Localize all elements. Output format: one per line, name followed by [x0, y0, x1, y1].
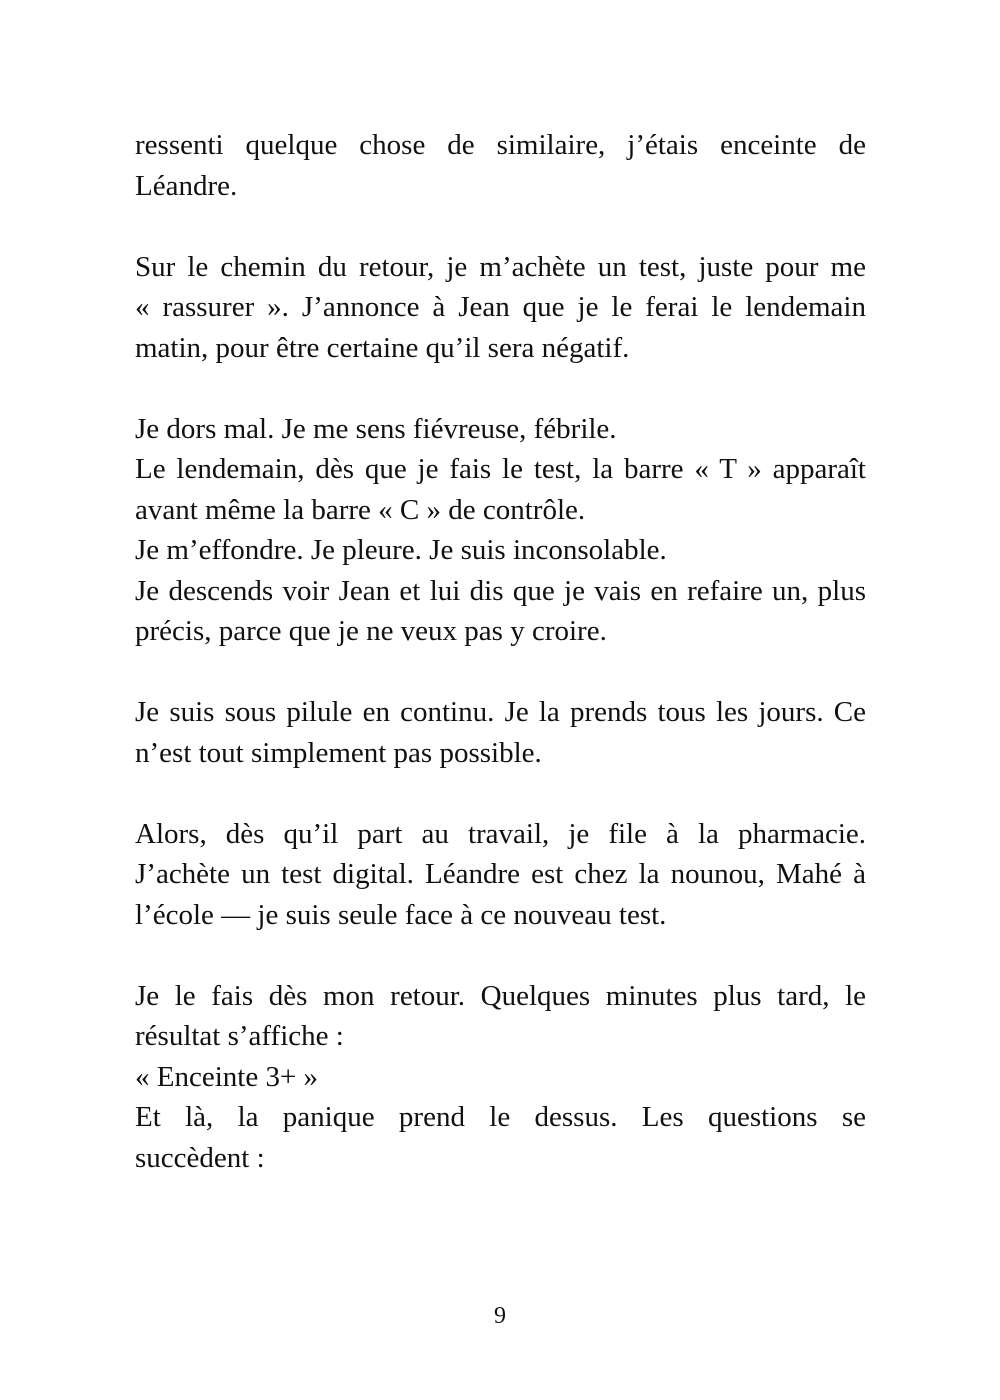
text-line: l’école — je suis seule face à ce nouveau test. [135, 898, 667, 931]
text-line: Je m’effondre. Je pleure. Je suis inconsolable. [135, 534, 667, 566]
text-line: Et là, la panique prend le dessus. Les questions se [135, 1101, 866, 1133]
text-line: Le lendemain, dès que je fais le test, la barre « T » apparaît [135, 453, 866, 485]
paragraph [135, 692, 866, 773]
text-line: résultat s’affiche : [135, 1020, 344, 1052]
paragraph [135, 814, 866, 936]
text-line: Je descends voir Jean et lui dis que je vais en refaire un, plus [135, 574, 866, 607]
page-number: 9 [494, 1303, 506, 1329]
text-line: « rassurer ». J’annonce à Jean que je le ferai le lendemain [135, 291, 866, 323]
page-body [135, 125, 866, 1219]
text-line: Je dors mal. Je me sens fiévreuse, fébrile. [135, 412, 617, 445]
text-line: Alors, dès qu’il part au travail, je file à la pharmacie. [135, 817, 866, 850]
text-line: n’est tout simplement pas possible. [135, 736, 542, 769]
text-line: Léandre. [135, 169, 238, 202]
text-line: Je le fais dès mon retour. Quelques minutes plus tard, le [135, 979, 866, 1012]
text-line: ressenti quelque chose de similaire, j’étais enceinte de [135, 129, 866, 161]
paragraph [135, 125, 866, 206]
text-line: précis, parce que je ne veux pas y croire. [135, 615, 607, 647]
paragraph [135, 247, 866, 369]
paragraph [135, 409, 866, 652]
text-line: matin, pour être certaine qu’il sera négatif. [135, 331, 630, 364]
text-line: « Enceinte 3+ » [135, 1060, 319, 1093]
text-line: avant même la barre « C » de contrôle. [135, 493, 586, 526]
text-line: succèdent : [135, 1141, 265, 1174]
text-line: Je suis sous pilule en continu. Je la prends tous les jours. Ce [135, 696, 866, 728]
text-line: Sur le chemin du retour, je m’achète un test, juste pour me [135, 250, 866, 283]
paragraph [135, 976, 866, 1179]
text-line: J’achète un test digital. Léandre est chez la nounou, Mahé à [135, 858, 866, 890]
